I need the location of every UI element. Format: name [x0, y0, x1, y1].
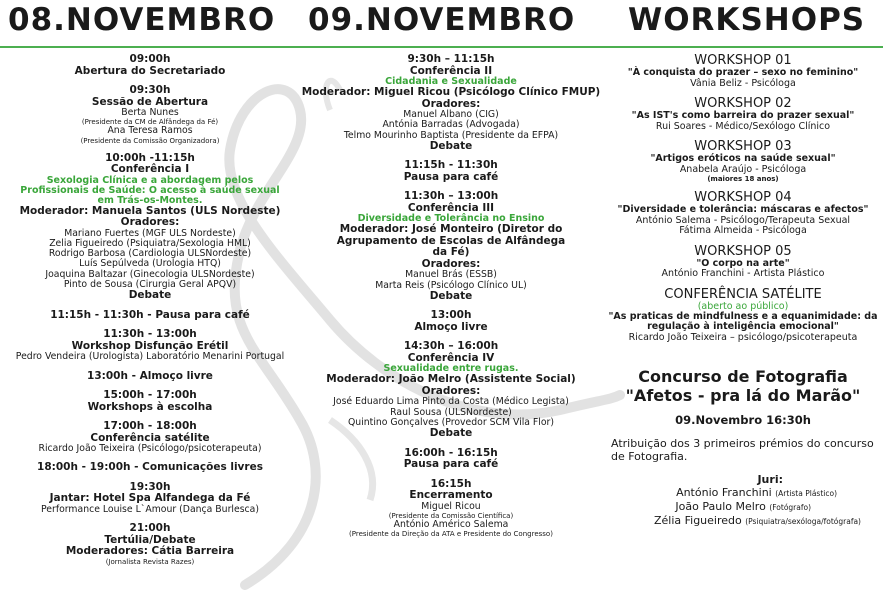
satellite-heading: CONFERÊNCIA SATÉLITE	[664, 286, 822, 302]
photo-contest-date: 09.Novembro 16:30h	[675, 413, 811, 427]
program-item	[0, 153, 300, 302]
moderator: Moderador: Manuela Santos (ULS Nordeste)	[19, 204, 281, 217]
satellite-presenter: Ricardo João Teixeira – psicólogo/psicoterapeuta	[628, 331, 858, 343]
program-item	[0, 329, 300, 362]
speaker: Zelia Figueiredo (Psiquiatra/Sexologia HML)	[49, 237, 251, 249]
moderator: Moderador: José Monteiro (Diretor do Agrupamento de Escolas de Alfândega da Fé)	[336, 223, 566, 259]
item-title: Conferência satélite	[90, 431, 210, 444]
item-time: 21:00h	[129, 522, 171, 535]
item-time: 11:30h - 13:00h	[103, 328, 197, 341]
header-workshops: WORKSHOPS	[628, 2, 866, 38]
conference-topic: Cidadania e Sexualidade	[385, 76, 517, 87]
speakers-label: Oradores:	[421, 97, 481, 110]
debate: Debate	[429, 427, 473, 440]
speakers-label: Oradores:	[421, 384, 481, 397]
free-communications: 18:00h - 19:00h - Comunicações livres	[37, 461, 263, 474]
photo-contest-title: Concurso de Fotografia	[638, 367, 848, 386]
jury-role: (Fotógrafo)	[769, 503, 811, 512]
item-time: 09:00h	[129, 53, 171, 65]
item-time: 13:00h	[430, 309, 472, 322]
satellite-conference	[603, 288, 883, 344]
speaker: Telmo Mourinho Baptista (Presidente da EFPA)	[343, 129, 559, 141]
speaker: Antónia Barradas (Advogada)	[382, 119, 520, 131]
program-item	[300, 191, 602, 302]
person-role: (Presidente da Comissão Organizadora)	[80, 136, 220, 145]
item-title: Workshops à escolha	[87, 400, 213, 413]
workshop-heading: WORKSHOP 05	[694, 243, 792, 259]
jury-label	[603, 473, 883, 486]
workshop-heading: WORKSHOP 04	[694, 190, 792, 205]
item-title: Encerramento	[409, 489, 493, 502]
workshop-presenter: António Franchini - Artista Plástico	[661, 268, 825, 279]
workshop-item	[603, 191, 883, 237]
speaker: Manuel Brás (ESSB)	[405, 269, 497, 281]
item-title: Conferência III	[407, 201, 495, 214]
program-item	[300, 310, 602, 333]
person-name: Ana Teresa Ramos	[107, 125, 193, 137]
item-title: Tertúlia/Debate	[104, 533, 196, 546]
item-title: Pausa para café	[403, 458, 499, 471]
photo-contest-description: Atribuição dos 3 primeiros prémios do concurso de Fotografia.	[611, 437, 874, 463]
conference-topic: Sexualidade entre rugas.	[383, 363, 519, 375]
person-role: (Presidente da Direção da ATA e Presidente do Congresso)	[349, 530, 553, 539]
coffee-break: 11:15h - 11:30h - Pausa para café	[50, 308, 250, 321]
speaker: Marta Reis (Psicólogo Clínico UL)	[375, 279, 527, 291]
item-time: 9:30h – 11:15h	[407, 53, 495, 65]
workshop-item	[603, 245, 883, 280]
person-name: Miguel Ricou	[421, 500, 481, 512]
item-time: 09:30h	[129, 84, 171, 96]
workshop-presenter: Rui Soares - Médico/Sexólogo Clínico	[655, 120, 831, 132]
jury-name: João Paulo Melro	[675, 500, 766, 513]
person-role: (Jornalista Revista Razes)	[105, 557, 195, 566]
person-name: Pedro Vendeira (Urologista) Laboratório Menarini Portugal	[15, 351, 285, 363]
jury-role: (Psiquiatra/sexóloga/fotógrafa)	[745, 517, 861, 526]
jury-member	[603, 514, 883, 528]
age-note: (maiores 18 anos)	[707, 175, 779, 183]
person-name: Berta Nunes	[121, 107, 179, 118]
day2-column	[300, 54, 602, 538]
workshop-presenter: Vânia Beliz - Psicóloga	[690, 77, 796, 89]
program-item	[0, 421, 300, 454]
item-time: 17:00h - 18:00h	[103, 420, 197, 433]
workshop-presenter: Fátima Almeida - Psicóloga	[679, 225, 807, 236]
lunch: 13:00h - Almoço livre	[87, 369, 213, 382]
item-title: Abertura do Secretariado	[74, 64, 226, 77]
speaker: Manuel Albano (CIG)	[403, 109, 499, 120]
workshop-item	[603, 140, 883, 183]
item-time: 16:15h	[430, 477, 472, 490]
workshop-presenter: Anabela Araújo - Psicóloga	[679, 163, 807, 175]
jury-name: António Franchini	[676, 486, 772, 499]
item-time: 19:30h	[129, 480, 171, 493]
workshop-item	[603, 97, 883, 132]
jury-name: Zélia Figueiredo	[653, 514, 742, 527]
workshop-heading: WORKSHOP 01	[694, 53, 792, 68]
conference-topic: Diversidade e Tolerância no Ensino	[357, 213, 545, 225]
item-title: Almoço livre	[414, 320, 488, 333]
speakers-label: Oradores:	[120, 216, 180, 229]
workshop-title: "O corpo na arte"	[696, 257, 790, 269]
conference-topic: Sexologia Clínica e a abordagem pelos Profissionais de Saúde: O acesso à saúde sexual em Trás-os-Montes.	[20, 174, 280, 206]
jury-label-text: Juri:	[757, 473, 783, 486]
item-title: Jantar: Hotel Spa Alfandega da Fé	[49, 492, 251, 505]
header-day2: 09.NOVEMBRO	[308, 2, 576, 38]
workshop-heading: WORKSHOP 02	[694, 96, 792, 111]
moderator: Moderador: João Melro (Assistente Social)	[326, 373, 576, 386]
debate: Debate	[429, 139, 473, 152]
program-item	[300, 160, 602, 183]
workshop-title: "Artigos eróticos na saúde sexual"	[650, 153, 836, 164]
item-title: Conferência IV	[407, 351, 495, 364]
workshop-item	[603, 54, 883, 89]
program-item	[300, 479, 602, 539]
program-item	[300, 448, 602, 471]
jury-member	[603, 500, 883, 514]
program-item	[0, 482, 300, 515]
speaker: José Eduardo Lima Pinto da Costa (Médico Legista)	[333, 396, 569, 408]
day1-column	[0, 54, 300, 566]
jury-role: (Artista Plástico)	[775, 489, 837, 498]
item-time: 15:00h - 17:00h	[103, 389, 197, 402]
speaker: Joaquina Baltazar (Ginecologia ULSNordeste)	[45, 268, 255, 280]
program-item	[300, 54, 602, 152]
speaker: Raul Sousa (ULSNordeste)	[390, 406, 512, 418]
workshop-title: "Diversidade e tolerância: máscaras e afectos"	[617, 204, 869, 215]
speaker: Mariano Fuertes (MGF ULS Nordeste)	[64, 227, 236, 239]
person-name: Performance Louise L`Amour (Dança Burlesca)	[41, 503, 259, 515]
workshop-title: "As IST's como barreira do prazer sexual"	[631, 110, 855, 121]
program-item	[0, 390, 300, 413]
item-time: 14:30h – 16:00h	[403, 340, 499, 353]
moderator: Moderadores: Cátia Barreira	[65, 545, 235, 558]
debate: Debate	[429, 289, 473, 302]
program-item	[0, 523, 300, 566]
item-time: 16:00h - 16:15h	[404, 446, 498, 459]
item-title: Sessão de Abertura	[91, 95, 209, 108]
header-rule	[0, 46, 883, 48]
item-time: 11:15h - 11:30h	[404, 159, 498, 172]
satellite-title: "As praticas de mindfulness e a equanimidade: da regulação à inteligência emocional"	[608, 310, 878, 332]
program-item	[0, 54, 300, 77]
person-role: (Presidente da Comissão Científica)	[388, 512, 514, 521]
debate: Debate	[128, 289, 172, 302]
jury-member	[603, 486, 883, 500]
item-title: Workshop Disfunção Erétil	[71, 339, 229, 352]
item-time: 10:00h -11:15h	[105, 151, 195, 164]
speaker: Rodrigo Barbosa (Cardiologia ULSNordeste)	[48, 248, 252, 260]
speaker: Pinto de Sousa (Cirurgia Geral APQV)	[63, 279, 237, 291]
item-title: Conferência I	[110, 163, 190, 176]
person-role: (Presidente da CM de Alfândega da Fé)	[81, 118, 219, 127]
program-item	[0, 85, 300, 145]
satellite-open-note: (aberto ao público)	[697, 300, 789, 312]
item-title: Pausa para café	[403, 170, 499, 183]
item-title: Conferência II	[409, 64, 493, 77]
speaker: Luís Sepúlveda (Urologia HTQ)	[79, 258, 221, 270]
moderator: Moderador: Miguel Ricou (Psicólogo Clínico FMUP)	[301, 86, 601, 98]
program-item	[300, 341, 602, 439]
speaker: Quintino Gonçalves (Provedor SCM Vila Flor)	[347, 417, 555, 429]
person-name: Ricardo João Teixeira (Psicólogo/psicoterapeuta)	[38, 443, 262, 455]
photo-contest-subtitle: "Afetos - pra lá do Marão"	[625, 386, 861, 405]
speakers-label: Oradores:	[421, 257, 481, 270]
workshop-title: "À conquista do prazer – sexo no feminino"	[627, 67, 859, 78]
item-time: 11:30h – 13:00h	[403, 190, 499, 203]
workshop-heading: WORKSHOP 03	[694, 139, 792, 154]
photo-contest	[603, 367, 883, 528]
workshop-presenter: António Salema - Psicólogo/Terapeuta Sexual	[635, 214, 851, 226]
workshops-column	[603, 54, 883, 528]
person-name: António Américo Salema	[393, 519, 509, 531]
header-day1: 08.NOVEMBRO	[8, 2, 276, 38]
